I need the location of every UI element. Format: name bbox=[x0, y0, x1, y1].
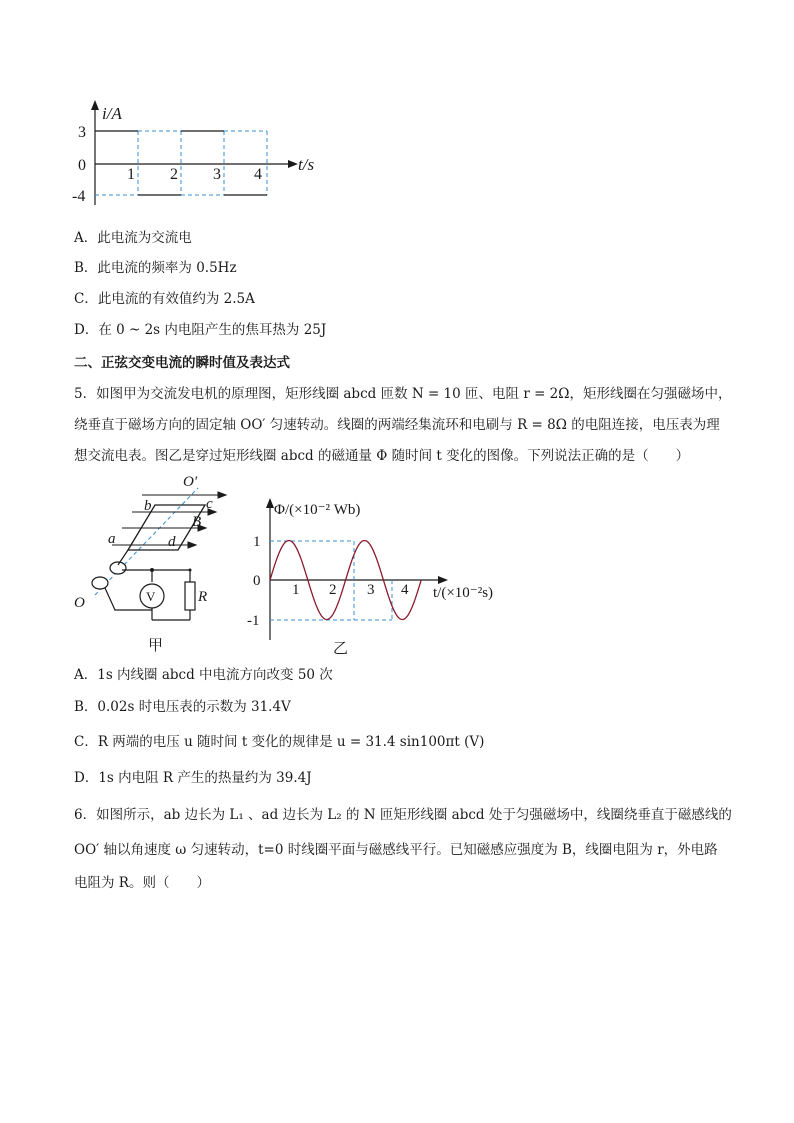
generator-diagram bbox=[70, 470, 240, 655]
label-d: d bbox=[168, 534, 176, 550]
q4-option-c: C．此电流的有效值约为 2.5A bbox=[74, 291, 255, 307]
q5-option-d: D．1s 内电阻 R 产生的热量约为 39.4J bbox=[74, 770, 312, 786]
label-b: b bbox=[144, 498, 152, 514]
label-a: a bbox=[108, 531, 116, 547]
label-O: O bbox=[74, 595, 85, 611]
graph2-xtick-3: 3 bbox=[367, 582, 375, 598]
section-title: 二、正弦交变电流的瞬时值及表达式 bbox=[74, 355, 290, 371]
q6-line-2: OO′ 轴以角速度 ω 匀速转动，t=0 时线圈平面与磁感线平行。已知磁感应强度为 B，线圈电阻为 r，外电路 bbox=[74, 842, 718, 858]
q4-option-b: B．此电流的频率为 0.5Hz bbox=[74, 260, 237, 276]
graph1-xlabel: t/s bbox=[298, 155, 315, 174]
graph1-xtick-2: 2 bbox=[170, 166, 178, 183]
q5-option-c: C．R 两端的电压 u 随时间 t 变化的规律是 u = 31.4 sin100πt (V) bbox=[74, 734, 485, 750]
graph1-xtick-1: 1 bbox=[127, 166, 135, 183]
graph1-ytick-neg4: -4 bbox=[72, 188, 86, 205]
q6-line-3: 电阻为 R。则（ ） bbox=[74, 875, 210, 891]
label-R: R bbox=[198, 589, 208, 605]
q6-line-1: 6．如图所示，ab 边长为 L₁ 、ad 边长为 L₂ 的 N 匝矩形线圈 abcd 处于匀强磁场中，线圈绕垂直于磁感线的 bbox=[74, 807, 732, 823]
q5-option-a: A．1s 内线圈 abcd 中电流方向改变 50 次 bbox=[74, 667, 333, 683]
graph1-xtick-4: 4 bbox=[254, 166, 262, 183]
graph1-xtick-3: 3 bbox=[213, 166, 221, 183]
caption-yi: 乙 bbox=[333, 641, 349, 657]
label-c: c bbox=[206, 496, 213, 512]
graph2-ytick-1: 1 bbox=[253, 534, 261, 550]
graph1-ytick-0: 0 bbox=[78, 157, 86, 174]
graph1-ylabel: i/A bbox=[102, 104, 122, 123]
q5-option-b: B．0.02s 时电压表的示数为 31.4V bbox=[74, 699, 291, 715]
graph2-xtick-1: 1 bbox=[292, 582, 300, 598]
graph1-ytick-3: 3 bbox=[78, 124, 86, 141]
graph2-ytick-0: 0 bbox=[253, 573, 261, 589]
graph2-ylabel: Φ/(×10⁻² Wb) bbox=[274, 502, 361, 518]
graph2-xtick-2: 2 bbox=[329, 582, 337, 598]
current-time-graph bbox=[70, 95, 330, 210]
q5-line-1: 5．如图甲为交流发电机的原理图，矩形线圈 abcd 匝数 N = 10 匝、电阻 r = 2Ω，矩形线圈在匀强磁场中， bbox=[74, 386, 732, 402]
label-O-prime: O′ bbox=[183, 474, 198, 490]
flux-time-graph bbox=[245, 490, 520, 658]
graph2-xlabel: t/(×10⁻²s) bbox=[433, 585, 494, 601]
q4-option-d: D．在 0 ~ 2s 内电阻产生的焦耳热为 25J bbox=[74, 322, 327, 338]
graph2-xtick-4: 4 bbox=[401, 582, 409, 598]
label-B: B bbox=[192, 514, 202, 530]
label-V: V bbox=[146, 589, 156, 604]
q5-line-3: 想交流电表。图乙是穿过矩形线圈 abcd 的磁通量 Φ 随时间 t 变化的图像。下列说法正确的是（ ） bbox=[74, 448, 690, 464]
q4-option-a: A．此电流为交流电 bbox=[74, 230, 192, 246]
graph2-ytick-neg1: -1 bbox=[247, 613, 260, 629]
q5-line-2: 绕垂直于磁场方向的固定轴 OO′ 匀速转动。线圈的两端经集流环和电刷与 R = 8Ω 的电阻连接，电压表为理 bbox=[74, 417, 720, 433]
caption-jia: 甲 bbox=[148, 638, 164, 654]
